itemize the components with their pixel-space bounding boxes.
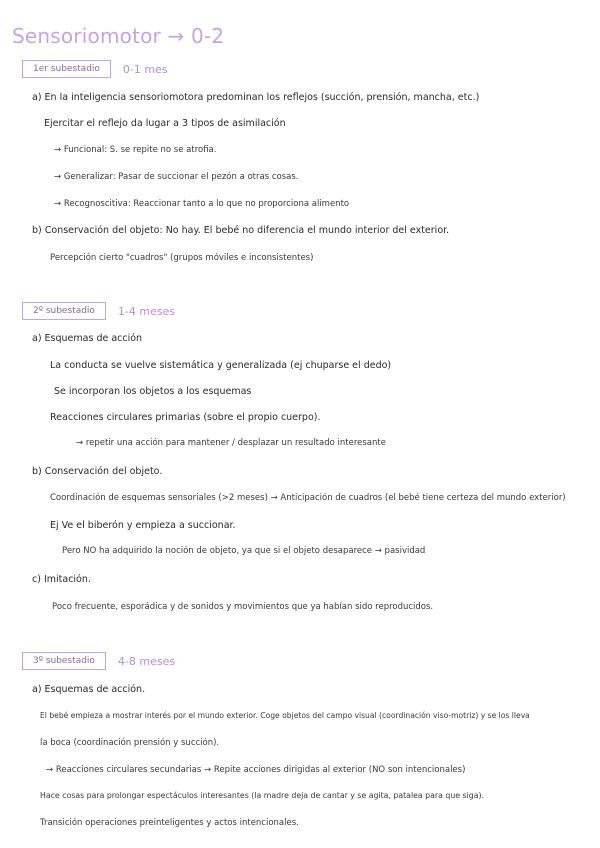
stage-label: 2º subestadio [22,302,106,320]
note-line: Ejercitar el reflejo da lugar a 3 tipos de asimilación [44,118,286,129]
note-line: → Funcional: S. se repite no se atrofia. [54,145,217,155]
note-line: Percepción cierto "cuadros" (grupos móviles e inconsistentes) [50,253,314,263]
note-line: a) Esquemas de acción [32,333,143,344]
stage-label: 3º subestadio [22,652,106,670]
note-line: Hace cosas para prolongar espectáculos interesantes (la madre deja de cantar y se agita, patalea para que siga). [40,791,485,800]
note-line: → repetir una acción para mantener / desplazar un resultado interesante [76,438,386,448]
note-line: → Generalizar: Pasar de succionar el pezón a otras cosas. [54,172,299,182]
note-line: Se incorporan los objetos a los esquemas [54,386,252,397]
note-line: a) En la inteligencia sensoriomotora predominan los reflejos (succión, prensión, mancha, etc.) [32,92,480,103]
stage-label: 1er subestadio [22,60,111,78]
stage-header-2 [22,302,175,320]
stage-range: 1-4 meses [117,304,176,318]
note-line: b) Conservación del objeto. [32,466,163,477]
note-line: Transición operaciones preinteligentes y actos intencionales. [40,818,299,828]
note-line: → Recognoscitiva: Reaccionar tanto a lo que no proporciona alimento [54,199,350,209]
note-line: b) Conservación del objeto: No hay. El bebé no diferencia el mundo interior del exterior. [32,225,450,236]
stage-range: 0-1 mes [122,62,168,76]
note-line: c) Imitación. [32,574,91,585]
note-line: El bebé empieza a mostrar interés por el mundo exterior. Coge objetos del campo visual (coordinación viso-motriz) y se los lleva [40,711,530,720]
note-line: La conducta se vuelve sistemática y generalizada (ej chuparse el dedo) [50,360,392,371]
note-line: la boca (coordinación prensión y succión). [40,738,220,748]
note-line: Ej Ve el biberón y empieza a succionar. [50,520,236,531]
note-line: → Reacciones circulares secundarias → Repite acciones dirigidas al exterior (NO son intencionales) [46,765,466,775]
page-title: Sensoriomotor → 0-2 [12,24,225,48]
note-line: Poco frecuente, esporádica y de sonidos y movimientos que ya habían sido reproducidos. [52,602,434,612]
note-line: Reacciones circulares primarias (sobre el propio cuerpo). [50,412,321,423]
stage-header-1 [22,60,168,78]
stage-header-3 [22,652,175,670]
note-line: a) Esquemas de acción. [32,684,146,695]
note-line: Coordinación de esquemas sensoriales (>2 meses) → Anticipación de cuadros (el bebé tiene certeza del mundo exterior) [50,493,566,503]
stage-range: 4-8 meses [117,654,176,668]
note-line: Pero NO ha adquirido la noción de objeto, ya que si el objeto desaparece → pasividad [62,546,426,556]
